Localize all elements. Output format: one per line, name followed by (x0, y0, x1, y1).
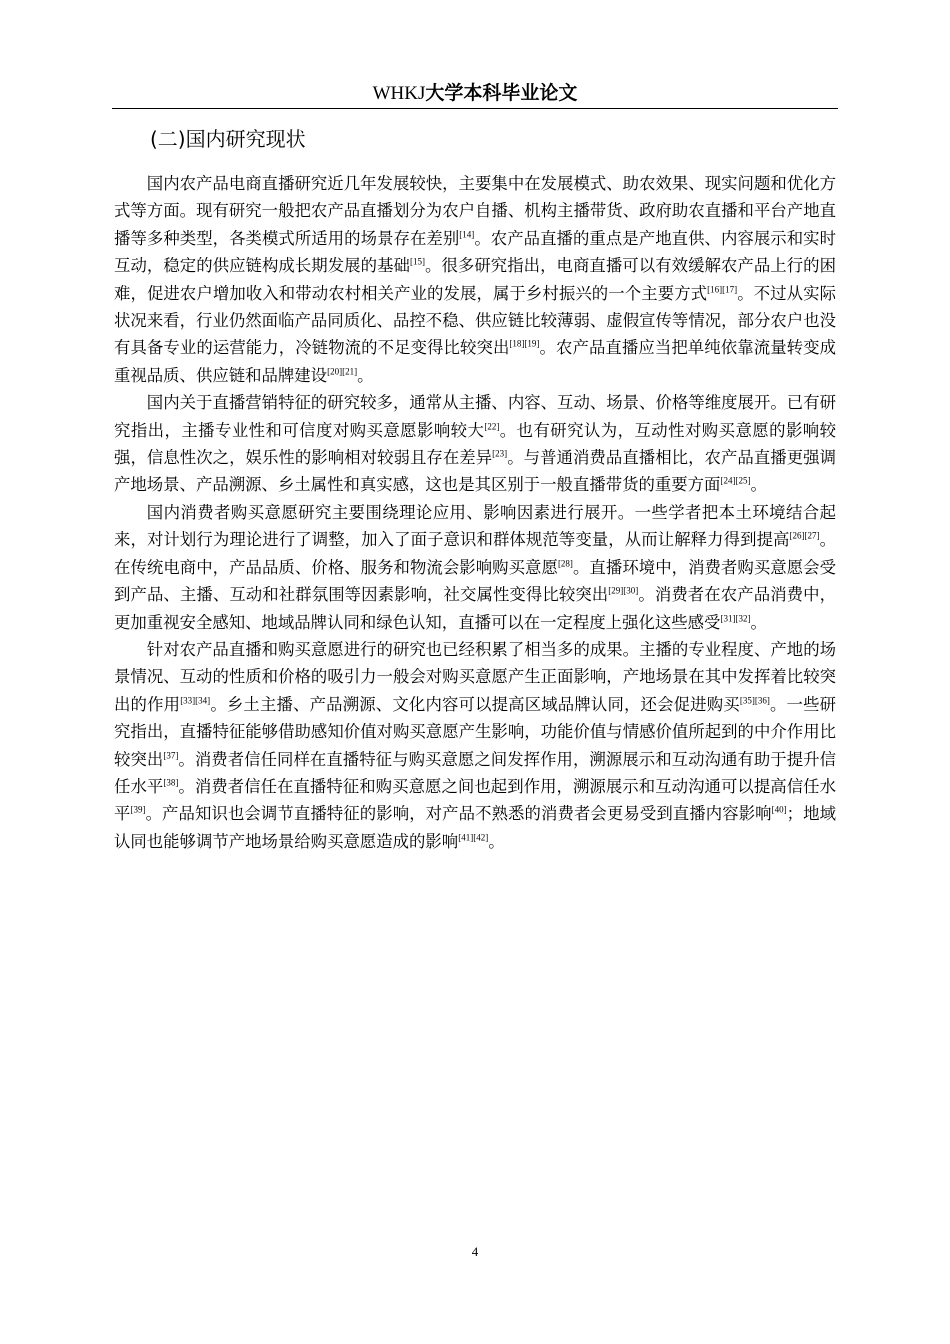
citation-ref: [41][42] (458, 832, 489, 843)
paragraph-text: 。 (488, 831, 505, 851)
paragraph-text: 针对农产品直播和购买意愿进行的研究也已经积累了相当多的成果。主播的专业程度、产地的场景情况、互动的性质和价格的吸引力一般会对购买意愿产生正面影响，产地场景在其中发挥着比较突出的作用 (114, 639, 836, 714)
paragraph-text: 。 (750, 475, 767, 495)
paragraph-2 (114, 389, 836, 499)
citation-ref: [15] (409, 256, 425, 267)
header-thesis-label: 大学本科毕业论文 (425, 82, 578, 104)
citation-ref: [16][17] (707, 284, 738, 295)
citation-ref: [35][36] (739, 695, 770, 706)
paragraph-text: 。很多研究指出，电商直播可以有效缓解农产品上行的困难，促进农户增加收入和带动农村相关产业的发展，属于乡村振兴的一个主要方式 (114, 256, 836, 303)
citation-ref: [20][21] (327, 366, 358, 377)
paragraph-1 (114, 170, 836, 389)
paragraph-text: 。 (750, 612, 767, 632)
citation-ref: [22] (484, 421, 500, 432)
paragraph-text: 。也有研究认为，互动性对购买意愿的影响较强，信息性次之，娱乐性的影响相对较弱且存在差异 (114, 420, 837, 468)
running-header (112, 80, 838, 109)
section-heading: (二)国内研究现状 (150, 127, 306, 151)
paragraph-text: 。消费者在农产品消费中，更加重视安全感知、地域品牌认同和绿色认知，直播可以在一定程度上强化这些感受 (114, 585, 837, 632)
citation-ref: [33][34] (180, 695, 211, 706)
paragraph-text: 。在传统电商中，产品品质、价格、服务和物流会影响购买意愿 (114, 530, 837, 577)
citation-ref: [31][32] (720, 613, 751, 624)
citation-ref: [38] (163, 777, 179, 788)
paragraph-text: 。一些研究指出，直播特征能够借助感知价值对购买意愿产生影响，功能价值与情感价值所起到的中介作用比较突出 (114, 694, 837, 769)
citation-ref: [37] (163, 750, 179, 761)
citation-ref: [23] (492, 448, 508, 459)
body-text (114, 170, 836, 855)
header-school-code: WHKJ (372, 83, 426, 104)
citation-ref: [14] (459, 229, 475, 240)
paragraph-text: 。农产品直播应当把单纯依靠流量转变成重视品质、供应链和品牌建设 (114, 338, 837, 385)
citation-ref: [40] (771, 804, 787, 815)
paragraph-text: 国内消费者购买意愿研究主要围绕理论应用、影响因素进行展开。一些学者把本土环境结合起来，对计划行为理论进行了调整，加入了面子意识和群体规范等变量，从而让解释力得到提高 (114, 502, 836, 550)
citation-ref: [29][30] (608, 585, 639, 596)
paragraph-text: 。直播环境中，消费者购买意愿会受到产品、主播、互动和社群氛围等因素影响，社交属性变得比较突出 (114, 557, 837, 605)
paragraph-text: 。农产品直播的重点是产地直供、内容展示和实时互动，稳定的供应链构成长期发展的基础 (114, 228, 837, 276)
paragraph-text: 。消费者信任在直播特征和购买意愿之间也起到作用，溯源展示和互动沟通可以提高信任水平 (114, 776, 837, 824)
paragraph-text: 国内农产品电商直播研究近几年发展较快，主要集中在发展模式、助农效果、现实问题和优化方式等方面。现有研究一般把农产品直播划分为农户自播、机构主播带货、政府助农直播和平台产地直播等多种类型，各类模式所适用的场景存在差别 (114, 174, 836, 248)
citation-ref: [26][27] (789, 530, 820, 541)
paragraph-text: 。与普通消费品直播相比，农产品直播更强调产地场景、产品溯源、乡土属性和真实感，这也是其区别于一般直播带货的重要方面 (114, 448, 837, 495)
paragraph-text: 。消费者信任同样在直播特征与购买意愿之间发挥作用，溯源展示和互动沟通有助于提升信任水平 (114, 749, 837, 796)
paragraph-text: 国内关于直播营销特征的研究较多，通常从主播、内容、互动、场景、价格等维度展开。已有研究指出，主播专业性和可信度对购买意愿影响较大 (114, 393, 836, 440)
paragraph-text: ；地域认同也能够调节产地场景给购买意愿造成的影响 (114, 804, 837, 851)
citation-ref: [28] (557, 558, 573, 569)
paragraph-text: 。产品知识也会调节直播特征的影响，对产品不熟悉的消费者会更易受到直播内容影响 (145, 804, 772, 824)
paragraph-4 (114, 636, 836, 855)
citation-ref: [24][25] (720, 476, 751, 486)
paragraph-text: 。乡土主播、产品溯源、文化内容可以提高区域品牌认同，还会促进购买 (210, 694, 740, 714)
paragraph-text: 。 (357, 365, 374, 385)
page-number: 4 (471, 1244, 479, 1259)
paragraph-3 (114, 499, 836, 636)
paragraph-text: 。不过从实际状况来看，行业仍然面临产品同质化、品控不稳、供应链比较薄弱、虚假宣传等情况，部分农户也没有具备专业的运营能力，冷链物流的不足变得比较突出 (114, 283, 836, 358)
citation-ref: [18][19] (509, 338, 540, 349)
citation-ref: [39] (130, 804, 146, 815)
